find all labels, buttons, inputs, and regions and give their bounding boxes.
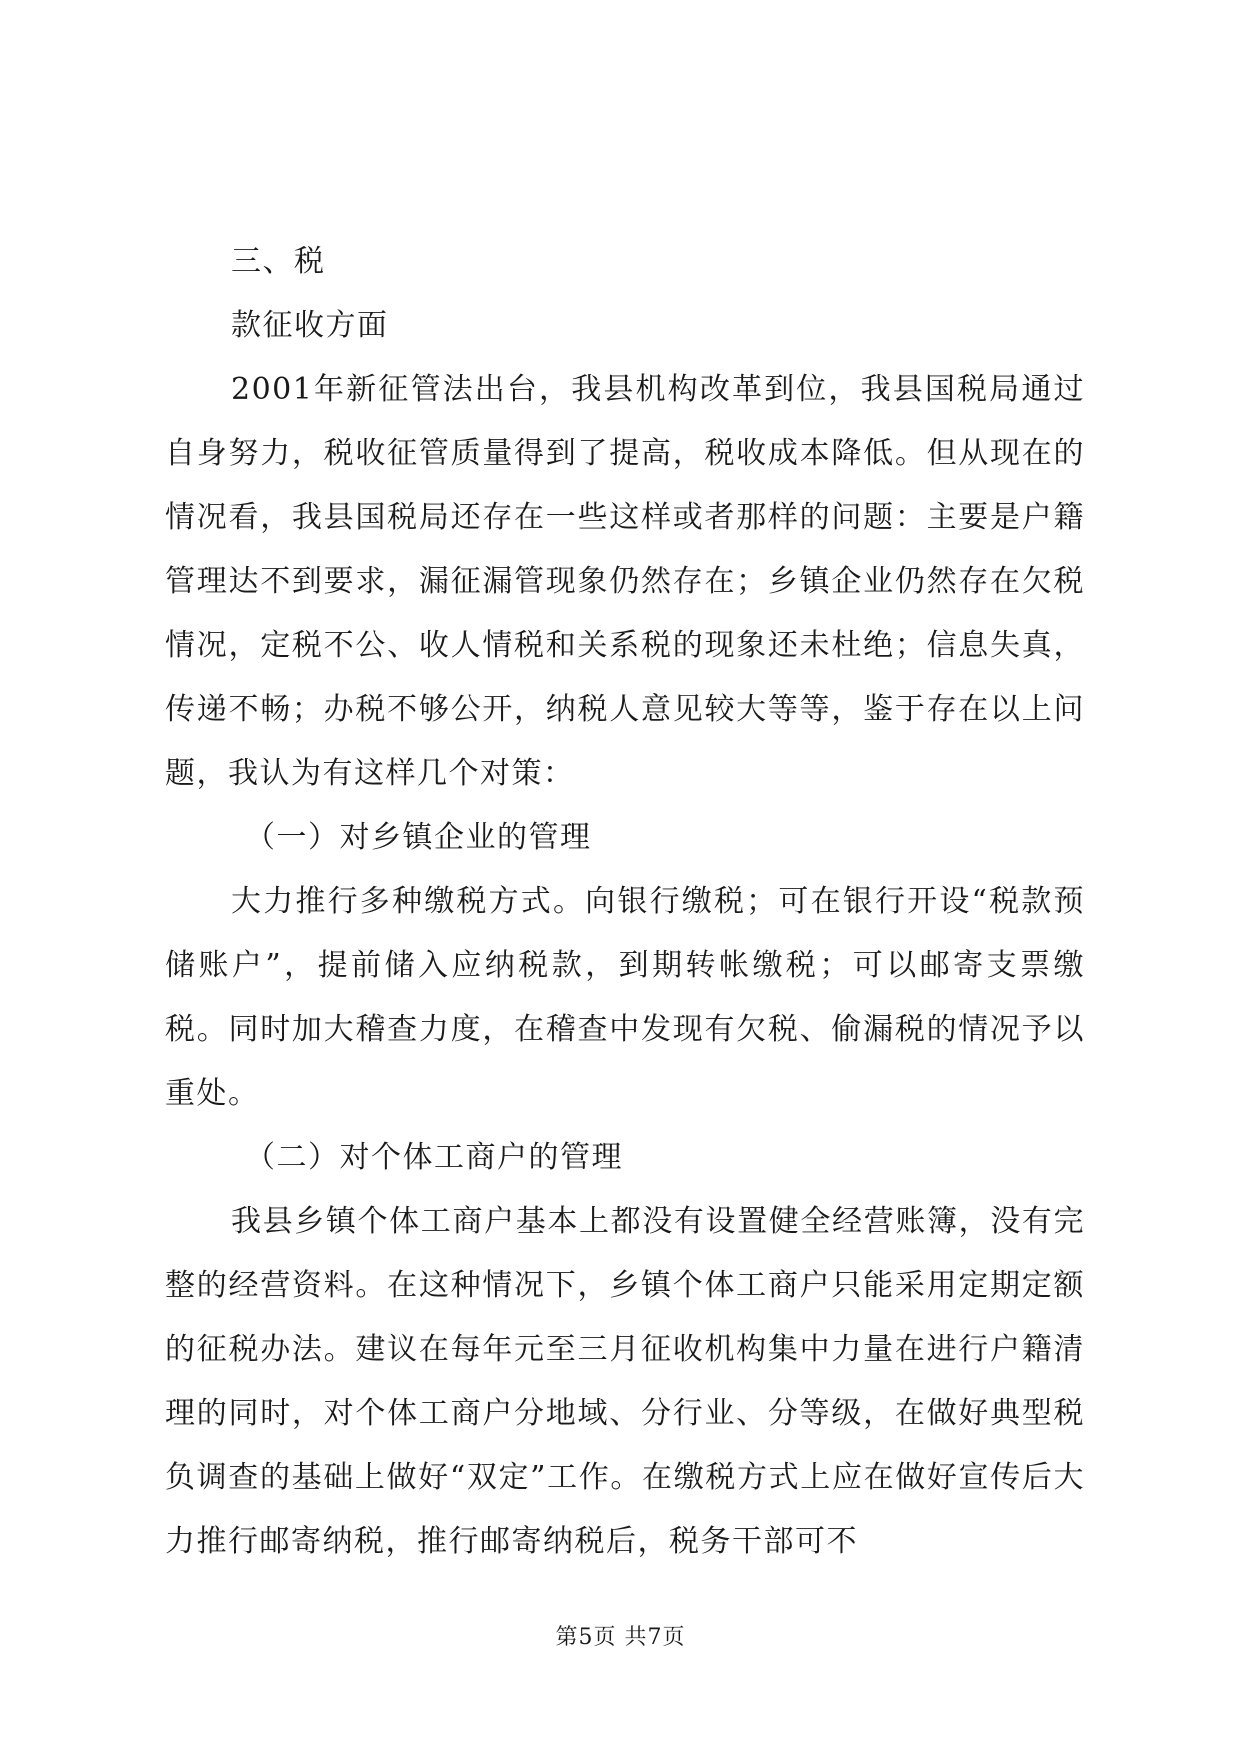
page-number-footer: 第5页 共7页 (555, 1625, 686, 1650)
section-heading: 三、税 (231, 244, 326, 279)
paragraph: 我县乡镇个体工商户基本上都没有设置健全经营账簿，没有完整的经营资料。在这种情况下，乡镇个体工商户只能采用定期定额的征税办法。建议在每年元至三月征收机构集中力量在进行户籍清理的同时，对个体工商户分地域、分行业、分等级，在做好典型税负调查的基础上做好“双定”工作。在缴税方式上应在做好宣传后大力推行邮寄纳税，推行邮寄纳税后，税务干部可不 (165, 1204, 1085, 1559)
subsection-heading: （二）对个体工商户的管理 (245, 1140, 623, 1175)
paragraph: 2001年新征管法出台，我县机构改革到位，我县国税局通过自身努力，税收征管质量得到了提高，税收成本降低。但从现在的情况看，我县国税局还存在一些这样或者那样的问题：主要是户籍管理达不到要求，漏征漏管现象仍然存在；乡镇企业仍然存在欠税情况，定税不公、收人情税和关系税的现象还未杜绝；信息失真，传递不畅；办税不够公开，纳税人意见较大等等，鉴于存在以上问题，我认为有这样几个对策： (165, 372, 1085, 791)
section-heading-continued: 款征收方面 (231, 308, 389, 343)
subsection-heading: （一）对乡镇企业的管理 (245, 820, 592, 855)
document-body (165, 230, 1085, 1574)
paragraph: 大力推行多种缴税方式。向银行缴税；可在银行开设“税款预储账户”，提前储入应纳税款，到期转帐缴税；可以邮寄支票缴税。同时加大稽查力度，在稽查中发现有欠税、偷漏税的情况予以重处。 (165, 884, 1085, 1111)
